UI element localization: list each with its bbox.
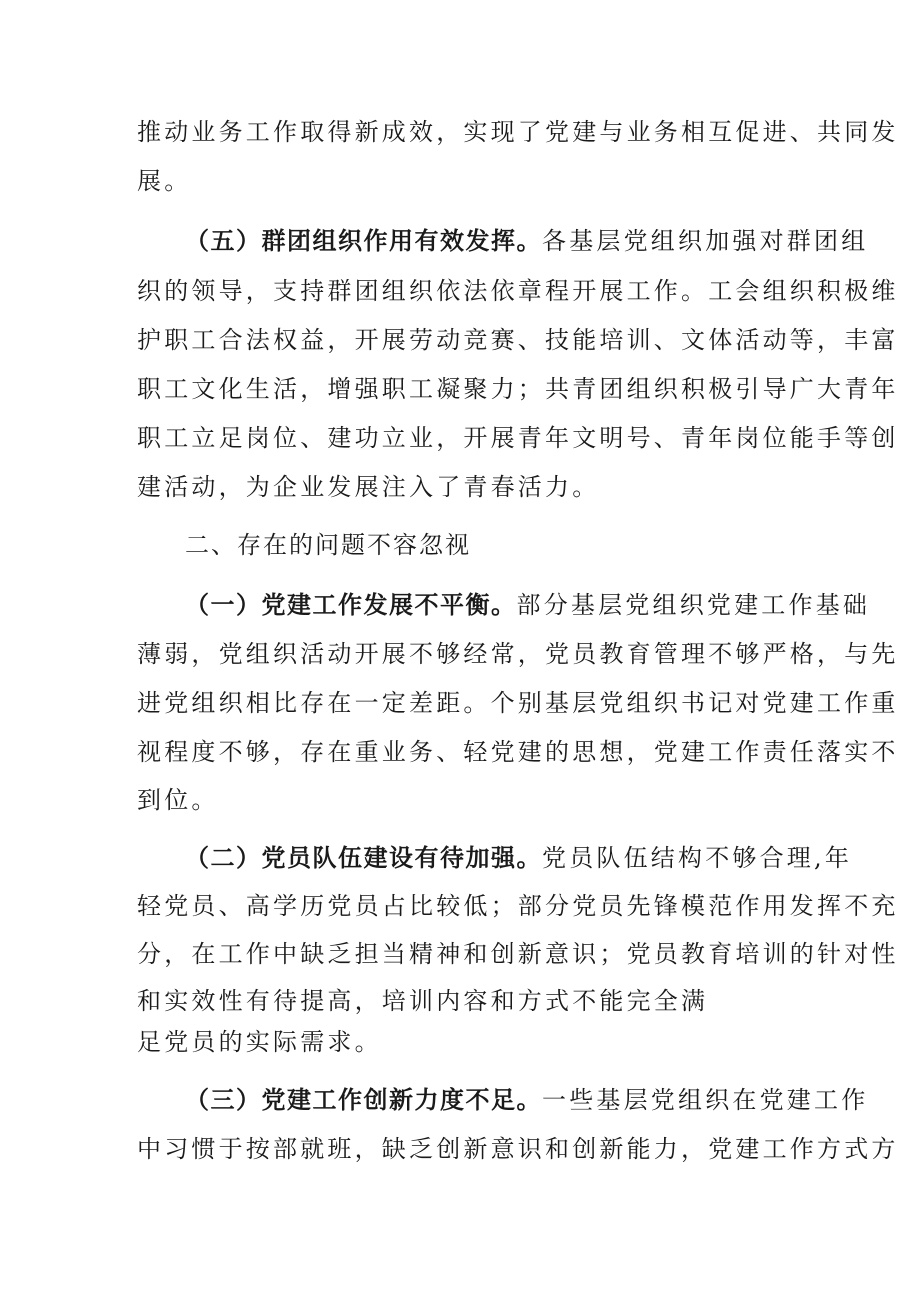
paragraph-first-line — [185, 843, 852, 873]
paragraph-text: 部分基层党组织党建工作基础 — [516, 591, 871, 619]
paragraph-text: 党员队伍结构不够合理,年 — [542, 844, 853, 872]
section-title: 二、存在的问题不容忽视 — [185, 531, 471, 559]
paragraph-line: 薄弱，党组织活动开展不够经常，党员教育管理不够严格，与先 — [137, 640, 899, 668]
paragraph-line: 护职工合法权益，开展劳动竞赛、技能培训、文体活动等，丰富 — [137, 326, 899, 354]
paragraph-line: 足党员的实际需求。 — [137, 1028, 382, 1056]
paragraph-line: 进党组织相比存在一定差距。个别基层党组织书记对党建工作重 — [137, 689, 899, 717]
paragraph-line: 中习惯于按部就班，缺乏创新意识和创新能力，党建工作方式方 — [137, 1135, 899, 1163]
paragraph-line: 织的领导，支持群团组织依法依章程开展工作。工会组织积极维 — [137, 277, 899, 305]
paragraph-line: 建活动，为企业发展注入了青春活力。 — [137, 473, 600, 501]
paragraph-line: 推动业务工作取得新成效，实现了党建与业务相互促进、共同发 — [137, 118, 899, 146]
paragraph-heading: （二）党员队伍建设有待加强。 — [185, 844, 542, 872]
paragraph-line: 到位。 — [137, 786, 219, 814]
paragraph-line: 职工文化生活，增强职工凝聚力；共青团组织积极引导广大青年 — [137, 375, 899, 403]
paragraph-text: 各基层党组织加强对群团组 — [542, 227, 869, 255]
paragraph-first-line — [185, 1085, 868, 1115]
paragraph-line: 展。 — [137, 167, 192, 195]
paragraph-first-line — [185, 226, 868, 256]
paragraph-line: 分，在工作中缺乏担当精神和创新意识；党员教育培训的针对性 — [137, 940, 899, 968]
paragraph-first-line — [185, 590, 870, 620]
paragraph-heading: （三）党建工作创新力度不足。 — [185, 1086, 542, 1114]
paragraph-line: 轻党员、高学历党员占比较低；部分党员先锋模范作用发挥不充 — [137, 892, 899, 920]
paragraph-line: 职工立足岗位、建功立业，开展青年文明号、青年岗位能手等创 — [137, 424, 899, 452]
paragraph-text: 一些基层党组织在党建工作 — [542, 1086, 869, 1114]
paragraph-line: 和实效性有待提高，培训内容和方式不能完全满 — [137, 987, 709, 1015]
paragraph-line: 视程度不够，存在重业务、轻党建的思想，党建工作责任落实不 — [137, 738, 899, 766]
paragraph-heading: （一）党建工作发展不平衡。 — [185, 591, 517, 619]
paragraph-heading: （五）群团组织作用有效发挥。 — [185, 227, 542, 255]
